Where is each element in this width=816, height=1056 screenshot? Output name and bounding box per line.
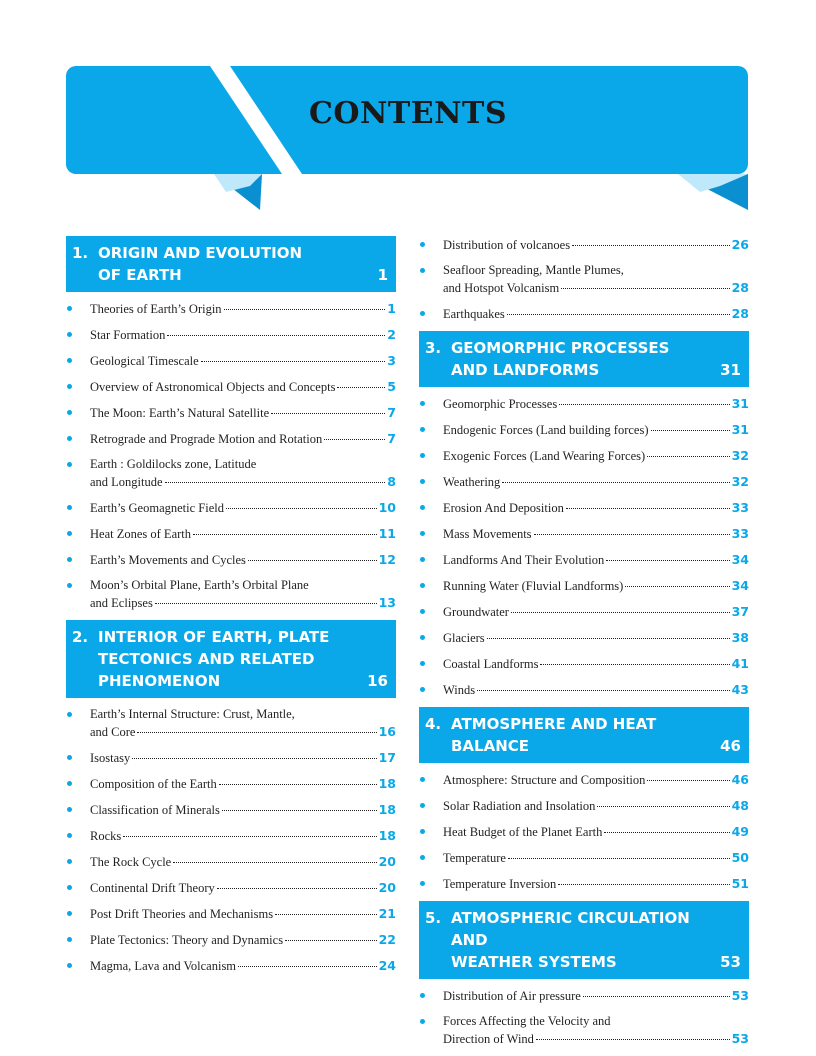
chapter-number: 5. [425,909,442,927]
toc-page-number: 43 [731,682,749,697]
dot-leader [651,430,730,431]
chapter-title-line: INTERIOR OF EARTH, PLATE [98,628,330,646]
toc-page-number: 53 [731,988,749,1003]
bullet-icon [420,531,425,536]
toc-entry[interactable] [66,749,396,767]
toc-entry-title-line: and Hotspot Volcanism [443,281,560,295]
chapter-number: 1. [72,244,89,262]
toc-entry-title-line: Weathering [443,475,501,489]
bullet-icon [67,937,72,942]
toc-entry-title-line: Plate Tectonics: Theory and Dynamics [90,933,284,947]
toc-entry[interactable] [66,352,396,370]
toc-entry-title-line: Winds [443,683,476,697]
chapter-title-line: ORIGIN AND EVOLUTION [98,244,303,262]
dot-leader [536,1039,730,1040]
toc-entry[interactable] [66,577,396,612]
toc-entry[interactable] [66,931,396,949]
bullet-icon [67,781,72,786]
toc-entry[interactable] [419,849,749,867]
toc-entry-row [90,326,396,344]
toc-entry-row [443,447,749,465]
chapter-header[interactable] [66,236,396,292]
bullet-icon [67,358,72,363]
toc-entry-row [443,603,749,621]
dot-leader [248,560,377,561]
toc-entry-row [90,404,396,422]
toc-entry-title-line: Direction of Wind [443,1032,534,1046]
toc-entry[interactable] [66,957,396,975]
toc-entry-row [443,305,749,323]
toc-entry[interactable] [66,499,396,517]
toc-entry[interactable] [66,879,396,897]
toc-page-number: 10 [378,500,396,515]
bullet-icon [67,963,72,968]
dot-leader [572,245,730,246]
bullet-icon [420,311,425,316]
toc-page-number: 20 [378,880,396,895]
toc-entry[interactable] [419,551,749,569]
toc-entry-title-line: Running Water (Fluvial Landforms) [443,579,624,593]
dot-leader [561,288,729,289]
toc-entry-title-line: Overview of Astronomical Objects and Concepts [90,380,336,394]
toc-entry-row [443,771,749,789]
dot-leader [167,335,385,336]
toc-page-number: 5 [387,379,396,394]
toc-page-number: 31 [731,422,749,437]
bullet-icon [420,661,425,666]
bullet-icon [420,505,425,510]
bullet-icon [420,427,425,432]
toc-entry[interactable] [419,577,749,595]
toc-entry-row [90,525,396,543]
chapter-header[interactable] [419,331,749,387]
toc-entry[interactable] [419,797,749,815]
toc-entry-row [90,905,396,923]
dot-leader [285,940,377,941]
dot-leader [137,732,376,733]
toc-entry-title-line: Post Drift Theories and Mechanisms [90,907,274,921]
toc-page-number: 51 [731,876,749,891]
chapter-header[interactable] [419,901,749,979]
toc-entry[interactable] [419,262,749,297]
toc-entry-row [443,395,749,413]
toc-page-number: 18 [378,828,396,843]
chapter-page-number: 31 [720,361,741,379]
bullet-icon [67,384,72,389]
toc-entry-row [443,629,749,647]
chapter-title [425,337,741,381]
toc-entry[interactable] [66,827,396,845]
chapter-title [72,626,388,692]
chapter-title-line: ATMOSPHERE AND HEAT [451,715,657,733]
toc-entry-title-line: Landforms And Their Evolution [443,553,605,567]
bullet-icon [67,583,72,588]
toc-entry-title-line: Earth : Goldilocks zone, Latitude [90,457,257,471]
contents-right-column [419,236,749,1056]
dot-leader [604,832,729,833]
toc-entry[interactable] [66,404,396,422]
toc-entry[interactable] [66,300,396,318]
toc-entry-title-line: Earthquakes [443,307,505,321]
toc-entry-title-line: Glaciers [443,631,485,645]
toc-page-number: 48 [731,798,749,813]
chapter-number: 2. [72,628,89,646]
toc-entry-title-line: and Longitude [90,475,163,489]
toc-page-number: 46 [731,772,749,787]
toc-entry-row [443,987,749,1005]
chapter-page-number: 1 [377,266,388,284]
toc-entry-title-line: Temperature Inversion [443,877,557,891]
toc-entry-row [443,236,749,254]
bullet-icon [67,833,72,838]
toc-entry[interactable] [419,499,749,517]
toc-entry-row [443,577,749,595]
toc-page-number: 22 [378,932,396,947]
bullet-icon [420,242,425,247]
toc-entry-title-line: Earth’s Internal Structure: Crust, Mantle, [90,707,295,721]
toc-entry[interactable] [66,378,396,396]
dot-leader [606,560,729,561]
toc-page-number: 26 [731,237,749,252]
toc-page-number: 24 [378,958,396,973]
toc-entry-row [90,473,396,491]
toc-entry-row [90,749,396,767]
toc-page-number: 1 [387,301,396,316]
bullet-icon [67,410,72,415]
dot-leader [625,586,729,587]
toc-entry-row [443,681,749,699]
bullet-icon [67,755,72,760]
dot-leader [222,810,377,811]
toc-page-number: 50 [731,850,749,865]
toc-entry[interactable] [66,706,396,741]
toc-entry-title-line: Rocks [90,829,122,843]
toc-page-number: 37 [731,604,749,619]
dot-leader [507,314,730,315]
toc-entry[interactable] [419,305,749,323]
toc-entry[interactable] [419,655,749,673]
toc-entry-title-line: Solar Radiation and Insolation [443,799,596,813]
toc-page-number: 33 [731,500,749,515]
toc-entry-row [443,473,749,491]
chapter-title-line: AND LANDFORMS [451,361,600,379]
toc-entry-title-line: Endogenic Forces (Land building forces) [443,423,649,437]
toc-entry[interactable] [66,430,396,448]
toc-entry-title-line: Composition of the Earth [90,777,217,791]
toc-page-number: 20 [378,854,396,869]
toc-entry-title-line: Atmosphere: Structure and Composition [443,773,646,787]
toc-entry[interactable] [419,447,749,465]
toc-entry[interactable] [66,456,396,491]
toc-entry[interactable] [419,823,749,841]
toc-entry-title-line: Theories of Earth’s Origin [90,302,222,316]
toc-entry-title-line: Coastal Landforms [443,657,539,671]
toc-entry-title-line: Erosion And Deposition [443,501,564,515]
dot-leader [487,638,730,639]
toc-page-number: 33 [731,526,749,541]
toc-entry-title-line: Heat Zones of Earth [90,527,192,541]
toc-entry-title-line: Geomorphic Processes [443,397,558,411]
dot-leader [534,534,730,535]
toc-page-number: 38 [731,630,749,645]
toc-page-number: 34 [731,578,749,593]
toc-entry-title-line: Moon’s Orbital Plane, Earth’s Orbital Plane [90,578,309,592]
toc-page-number: 18 [378,776,396,791]
toc-entry-title-line: The Moon: Earth’s Natural Satellite [90,406,270,420]
toc-entry-row [90,499,396,517]
toc-entry-row [443,525,749,543]
toc-entry-title-line: Isostasy [90,751,131,765]
toc-entry[interactable] [66,326,396,344]
bullet-icon [420,1019,425,1024]
bullet-icon [420,855,425,860]
toc-entry[interactable] [419,629,749,647]
toc-entry[interactable] [419,1013,749,1048]
chapter-title [72,242,388,286]
toc-page-number: 12 [378,552,396,567]
bullet-icon [67,436,72,441]
dot-leader [337,387,385,388]
toc-entry[interactable] [66,905,396,923]
bullet-icon [67,505,72,510]
dot-leader [324,439,385,440]
bullet-icon [67,807,72,812]
bullet-icon [67,859,72,864]
dot-leader [165,482,386,483]
toc-entry-row [443,823,749,841]
toc-page-number: 28 [731,306,749,321]
toc-page-number: 11 [378,526,396,541]
dot-leader [238,966,377,967]
toc-entry-title-line: Classification of Minerals [90,803,220,817]
toc-entry-row [443,655,749,673]
toc-entry-row [443,797,749,815]
toc-page-number: 16 [378,724,396,739]
dot-leader [132,758,376,759]
chapter-title [425,713,741,757]
dot-leader [217,888,377,889]
toc-entry-row [443,849,749,867]
toc-entry-row [443,1030,749,1048]
chapter-title-line: ATMOSPHERIC CIRCULATION AND [451,909,690,949]
bullet-icon [420,803,425,808]
page-title: CONTENTS [308,96,508,131]
chapter-page-number: 16 [367,672,388,690]
toc-entry-row [90,931,396,949]
chapter-number: 4. [425,715,442,733]
dot-leader [566,508,730,509]
toc-entry-row [90,801,396,819]
toc-entry-title-line: Distribution of Air pressure [443,989,581,1003]
toc-entry-row [90,430,396,448]
toc-entry[interactable] [419,525,749,543]
bullet-icon [420,881,425,886]
bullet-icon [420,993,425,998]
chapter-title-line: PHENOMENON [98,672,221,690]
toc-entry-title-line: Earth’s Movements and Cycles [90,553,246,567]
toc-entry[interactable] [66,801,396,819]
chapter-title-line: BALANCE [451,737,530,755]
dot-leader [219,784,377,785]
toc-entry[interactable] [419,681,749,699]
dot-leader [647,780,729,781]
chapter-title-line: TECTONICS AND RELATED [98,650,315,668]
toc-entry[interactable] [419,771,749,789]
toc-entry-row [90,300,396,318]
toc-page-number: 8 [387,474,396,489]
bullet-icon [420,401,425,406]
toc-entry-title-line: Retrograde and Prograde Motion and Rotation [90,432,323,446]
toc-entry-row [90,594,396,612]
dot-leader [275,914,377,915]
toc-page-number: 28 [731,280,749,295]
dot-leader [559,404,729,405]
toc-page-number: 32 [731,474,749,489]
bullet-icon [67,306,72,311]
toc-page-number: 18 [378,802,396,817]
chapter-title-line: WEATHER SYSTEMS [451,953,617,971]
toc-entry-row [90,827,396,845]
toc-entry[interactable] [419,875,749,893]
toc-entry[interactable] [419,603,749,621]
toc-entry-row [443,279,749,297]
toc-entry-row [443,499,749,517]
toc-page-number: 17 [378,750,396,765]
bullet-icon [67,332,72,337]
toc-entry-row [90,723,396,741]
toc-page-number: 13 [378,595,396,610]
toc-entry-title-line: Continental Drift Theory [90,881,215,895]
dot-leader [173,862,376,863]
bullet-icon [420,829,425,834]
contents-banner [0,0,816,220]
toc-entry[interactable] [419,987,749,1005]
toc-page-number: 3 [387,353,396,368]
toc-entry[interactable] [66,525,396,543]
toc-page-number: 53 [731,1031,749,1046]
toc-entry-row [90,957,396,975]
dot-leader [226,508,377,509]
bullet-icon [420,557,425,562]
toc-entry-title-line: Earth’s Geomagnetic Field [90,501,224,515]
toc-entry-title-line: Temperature [443,851,506,865]
toc-entry-title-line: Forces Affecting the Velocity and [443,1014,611,1028]
chapter-header[interactable] [419,707,749,763]
bullet-icon [67,462,72,467]
toc-entry-title-line: Distribution of volcanoes [443,238,571,252]
toc-entry-row [90,853,396,871]
toc-page-number: 31 [731,396,749,411]
chapter-page-number: 53 [720,953,741,971]
dot-leader [511,612,730,613]
bullet-icon [67,911,72,916]
toc-entry[interactable] [419,395,749,413]
toc-page-number: 41 [731,656,749,671]
bullet-icon [420,609,425,614]
dot-leader [123,836,376,837]
toc-entry-title-line: Groundwater [443,605,509,619]
toc-entry[interactable] [66,551,396,569]
toc-entry-title-line: Seafloor Spreading, Mantle Plumes, [443,263,624,277]
chapter-title-line: GEOMORPHIC PROCESSES [451,339,670,357]
toc-page-number: 7 [387,405,396,420]
bullet-icon [67,712,72,717]
toc-page-number: 7 [387,431,396,446]
toc-entry-row [90,551,396,569]
toc-entry-title-line: Geological Timescale [90,354,199,368]
bullet-icon [67,885,72,890]
toc-entry[interactable] [419,473,749,491]
toc-entry-title-line: The Rock Cycle [90,855,172,869]
contents-left-column [66,236,396,983]
toc-entry-title-line: and Core [90,725,136,739]
dot-leader [583,996,730,997]
toc-entry-row [443,551,749,569]
dot-leader [597,806,729,807]
chapter-title [425,907,741,973]
chapter-header[interactable] [66,620,396,698]
dot-leader [540,664,729,665]
toc-entry-row [90,879,396,897]
bullet-icon [420,453,425,458]
toc-entry-row [443,421,749,439]
bullet-icon [420,583,425,588]
dot-leader [647,456,729,457]
chapter-title-line: OF EARTH [98,266,182,284]
dot-leader [193,534,377,535]
toc-entry[interactable] [419,421,749,439]
bullet-icon [420,687,425,692]
toc-page-number: 21 [378,906,396,921]
toc-page-number: 49 [731,824,749,839]
toc-entry-title-line: Exogenic Forces (Land Wearing Forces) [443,449,646,463]
dot-leader [477,690,729,691]
dot-leader [201,361,386,362]
toc-entry-title-line: Heat Budget of the Planet Earth [443,825,603,839]
chapter-number: 3. [425,339,442,357]
toc-entry-row [90,378,396,396]
toc-entry[interactable] [419,236,749,254]
toc-entry-title-line: Mass Movements [443,527,532,541]
bullet-icon [67,531,72,536]
toc-entry[interactable] [66,853,396,871]
bullet-icon [420,479,425,484]
bullet-icon [67,557,72,562]
dot-leader [502,482,729,483]
toc-page-number: 2 [387,327,396,342]
toc-entry-row [443,875,749,893]
dot-leader [508,858,730,859]
toc-page-number: 34 [731,552,749,567]
toc-entry-row [90,775,396,793]
toc-entry-row [90,352,396,370]
dot-leader [155,603,377,604]
toc-entry[interactable] [66,775,396,793]
toc-entry-title-line: Magma, Lava and Volcanism [90,959,237,973]
bullet-icon [420,777,425,782]
dot-leader [224,309,386,310]
toc-entry-title-line: and Eclipses [90,596,153,610]
chapter-page-number: 46 [720,737,741,755]
toc-page-number: 32 [731,448,749,463]
dot-leader [271,413,385,414]
bullet-icon [420,635,425,640]
dot-leader [558,884,729,885]
toc-entry-title-line: Star Formation [90,328,166,342]
bullet-icon [420,268,425,273]
